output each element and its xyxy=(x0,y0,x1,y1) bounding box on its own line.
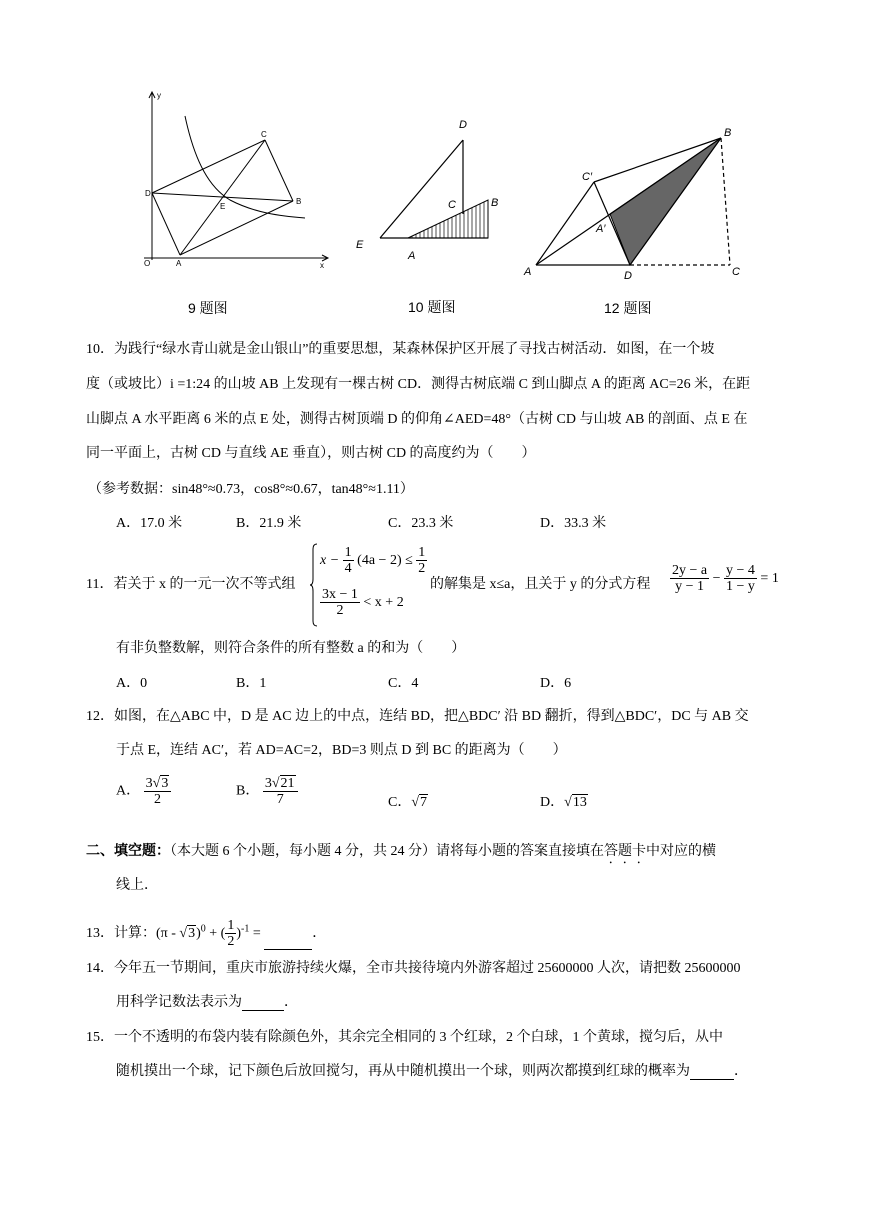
q11-ineq1-rfrac xyxy=(416,545,427,577)
figure-9-caption: 9 题图 xyxy=(188,300,228,316)
q12-option-d-rad: 13 xyxy=(572,795,587,810)
question-13 xyxy=(86,904,586,954)
q13-expr-c: ) xyxy=(236,926,241,942)
q12-option-b-rad: 21 xyxy=(280,776,295,791)
q12-option-b-frac xyxy=(263,775,298,808)
q12-option-a-den: 2 xyxy=(153,792,161,808)
label-D: D xyxy=(459,119,467,131)
figure-12 xyxy=(518,122,756,282)
q14-line-2a: 用科学记数法表示为 xyxy=(116,995,242,1010)
question-10 xyxy=(86,338,846,538)
segment-AC xyxy=(180,140,265,255)
label-C-prime: C′ xyxy=(582,171,593,183)
label-origin: O xyxy=(144,259,151,268)
figure-9 xyxy=(140,88,340,273)
label-C: C xyxy=(448,199,456,211)
q12-option-c-label: C． xyxy=(388,795,412,810)
q12-option-b-coef: 3 xyxy=(264,776,272,791)
q10-line-4: 同一平面上，古树 CD 与直线 AE 垂直），则古树 CD 的高度约为（ ） xyxy=(86,446,536,461)
label-y: y xyxy=(157,91,161,100)
q11-inequality-system xyxy=(310,543,430,627)
section-2-line-1 xyxy=(86,840,716,867)
q11-eq-den-2: 1 − y xyxy=(726,579,755,595)
section-2-header xyxy=(86,840,846,900)
q11-middle-text: 的解集是 x≤a，且关于 y 的分式方程 xyxy=(430,577,651,592)
section-2-text-emph: 答题卡 xyxy=(604,844,646,859)
q11-inequality-1 xyxy=(320,545,427,577)
q15-line-2b: ． xyxy=(734,1064,748,1079)
q11-option-c: C．4 xyxy=(388,676,419,691)
q11-ineq2-den: 2 xyxy=(336,603,344,619)
segment-BA xyxy=(180,201,293,255)
q11-ineq2-frac xyxy=(320,587,360,619)
figure-12-caption: 12 题图 xyxy=(604,300,652,316)
q13-exp0: 0 xyxy=(200,923,206,935)
q11-ineq1-mid: (4a − 2) ≤ xyxy=(357,553,413,569)
segment-BC-dashed xyxy=(721,138,730,265)
segment-AC-prime xyxy=(536,182,594,265)
q15-line-2a: 随机摸出一个球，记下颜色后放回搅匀，再从中随机摸出一个球，则两次都摸到红球的概率为 xyxy=(116,1064,690,1079)
q11-eq-num-2: y − 4 xyxy=(726,563,755,578)
q11-inequality-2 xyxy=(320,587,404,619)
q11-left-brace xyxy=(310,543,318,627)
question-12 xyxy=(86,705,866,825)
q15-line-1: 15．一个不透明的布袋内装有除颜色外，其余完全相同的 3 个红球，2 个白球，1 个黄球，搅匀后，从中 xyxy=(86,1030,723,1045)
q13-rad: 3 xyxy=(188,926,196,942)
label-A-prime: A′ xyxy=(596,223,606,235)
q13-equals: = xyxy=(249,926,265,942)
q12-option-a-frac xyxy=(144,775,172,808)
label-B: B xyxy=(491,197,499,209)
q12-option-b-label: B． xyxy=(236,783,260,799)
q13-frac xyxy=(225,918,236,950)
q10-option-a: A．17.0 米 xyxy=(116,516,183,531)
q15-answer-blank[interactable] xyxy=(690,1079,734,1080)
q13-content: 13．计算：(π - √3)$^0$ + ( $\frac{1}{2}$ )$^{-1}$ = ． xyxy=(86,918,327,950)
q12-option-b xyxy=(236,775,298,808)
q12-option-a-rad: 3 xyxy=(161,776,169,791)
q12-option-c-rad: 7 xyxy=(420,795,428,810)
q11-eq-frac-2 xyxy=(724,563,757,595)
q10-line-2: 度（或坡比）i =1:24 的山坡 AB 上发现有一棵古树 CD．测得古树底端 C 到山脚点 A 的距离 AC=26 米，在距 xyxy=(86,377,751,392)
q11-ineq1-rfrac-den: 2 xyxy=(418,561,426,577)
q11-prefix: 11．若关于 x 的一元一次不等式组 xyxy=(86,577,296,592)
q11-eq-num-1: 2y − a xyxy=(672,563,708,578)
label-D: D xyxy=(624,270,632,282)
q11-option-a: A．0 xyxy=(116,676,148,691)
section-2-title: 二、填空题： xyxy=(86,844,170,859)
section-2-line-2: 线上． xyxy=(116,878,158,893)
q12-option-a-num: 3√3 xyxy=(144,775,172,792)
label-A: A xyxy=(176,259,182,268)
section-2-text-b: 中对应的横 xyxy=(646,844,716,859)
q11-option-b: B．1 xyxy=(236,676,267,691)
q12-option-a-coef: 3 xyxy=(145,776,153,791)
question-11 xyxy=(86,543,866,693)
q11-eq-frac-1 xyxy=(670,563,709,595)
q11-eq-op: − xyxy=(712,571,721,587)
q12-line-2: 于点 E，连结 AC′，若 AD=AC=2，BD=3 则点 D 到 BC 的距离为（ ） xyxy=(116,743,567,758)
q13-plus: + ( xyxy=(205,926,226,942)
q11-ineq2-num: 3x − 1 xyxy=(322,587,358,602)
segment-CB xyxy=(265,140,293,201)
q12-option-d-label: D． xyxy=(540,795,565,810)
label-E: E xyxy=(356,239,364,251)
figure-10-diagram xyxy=(350,112,510,267)
q11-ineq1-frac xyxy=(343,545,354,577)
label-C: C xyxy=(732,266,740,278)
q13-answer-blank[interactable] xyxy=(264,949,312,950)
q10-option-d: D．33.3 米 xyxy=(540,516,607,531)
segment-AD xyxy=(152,193,180,255)
q11-option-d: D．6 xyxy=(540,676,572,691)
q10-option-b: B．21.9 米 xyxy=(236,516,302,531)
question-14 xyxy=(86,957,866,1017)
q11-line-2: 有非负整数解，则符合条件的所有整数 a 的和为（ ） xyxy=(116,641,466,656)
figure-12-diagram xyxy=(518,122,756,282)
q14-line-2 xyxy=(116,991,298,1011)
q12-option-b-num: 3√21 xyxy=(263,775,298,792)
figure-9-diagram xyxy=(140,88,340,273)
figure-10 xyxy=(350,112,510,267)
label-A: A xyxy=(408,250,416,262)
q12-option-a-label: A． xyxy=(116,783,141,799)
q10-reference-data: （参考数据：sin48°≈0.73，cos8°≈0.67，tan48°≈1.11） xyxy=(88,482,414,497)
label-C: C xyxy=(261,130,267,139)
q12-option-d: D．√13 xyxy=(540,795,587,810)
label-E: E xyxy=(220,202,226,211)
label-B: B xyxy=(296,197,302,206)
q11-ineq2-right: < x + 2 xyxy=(363,595,404,611)
q11-ineq1-frac-den: 4 xyxy=(344,561,352,577)
q10-option-c: C．23.3 米 xyxy=(388,516,454,531)
q13-prefix: 13．计算： xyxy=(86,926,156,942)
label-B: B xyxy=(724,127,732,139)
label-x: x xyxy=(320,261,324,270)
question-15 xyxy=(86,1026,866,1086)
q13-exp1: -1 xyxy=(241,923,250,935)
q12-option-b-den: 7 xyxy=(276,792,284,808)
label-A: A xyxy=(524,266,532,278)
q10-line-3: 山脚点 A 水平距离 6 米的点 E 处，测得古树顶端 D 的仰角∠AED=48°（古树 CD 与山坡 AB 的剖面、点 E 在 xyxy=(86,412,748,427)
q15-line-2 xyxy=(116,1060,748,1080)
q14-line-1: 14．今年五一节期间，重庆市旅游持续火爆，全市共接待境内外游客超过 25600000 人次，请把数 25600000 xyxy=(86,961,741,976)
q13-end: ． xyxy=(312,926,327,942)
q12-option-c: C．√7 xyxy=(388,795,428,810)
q13-frac-num: 1 xyxy=(227,918,235,933)
q14-answer-blank[interactable] xyxy=(242,1010,284,1011)
q14-line-2b: ． xyxy=(284,995,298,1010)
label-D: D xyxy=(145,189,151,198)
segment-DC xyxy=(152,140,265,193)
q12-line-1: 12．如图，在△ABC 中，D 是 AC 边上的中点，连结 BD，把△BDC′ 沿 BD 翻折，得到△BDC′，DC 与 AB 交 xyxy=(86,709,749,724)
q11-ineq1-left: x − xyxy=(320,553,340,569)
figure-10-caption: 10 题图 xyxy=(408,299,456,315)
q11-eq-den-1: y − 1 xyxy=(675,579,704,595)
q11-eq-rhs: = 1 xyxy=(760,571,779,587)
q11-ineq1-frac-num: 1 xyxy=(344,545,352,560)
section-2-text-a: （本大题 6 个小题，每小题 4 分，共 24 分）请将每小题的答案直接填在 xyxy=(170,844,604,859)
q10-line-1: 10．为践行“绿水青山就是金山银山”的重要思想，某森林保护区开展了寻找古树活动．如图，在一个坡 xyxy=(86,342,715,357)
q12-option-a xyxy=(116,775,171,808)
q11-ineq1-rfrac-num: 1 xyxy=(418,545,426,560)
q13-expr-b: ) xyxy=(196,926,201,942)
q13-expr-a: (π - xyxy=(156,926,180,942)
q13-frac-den: 2 xyxy=(227,934,235,950)
q11-fractional-equation xyxy=(670,563,779,595)
